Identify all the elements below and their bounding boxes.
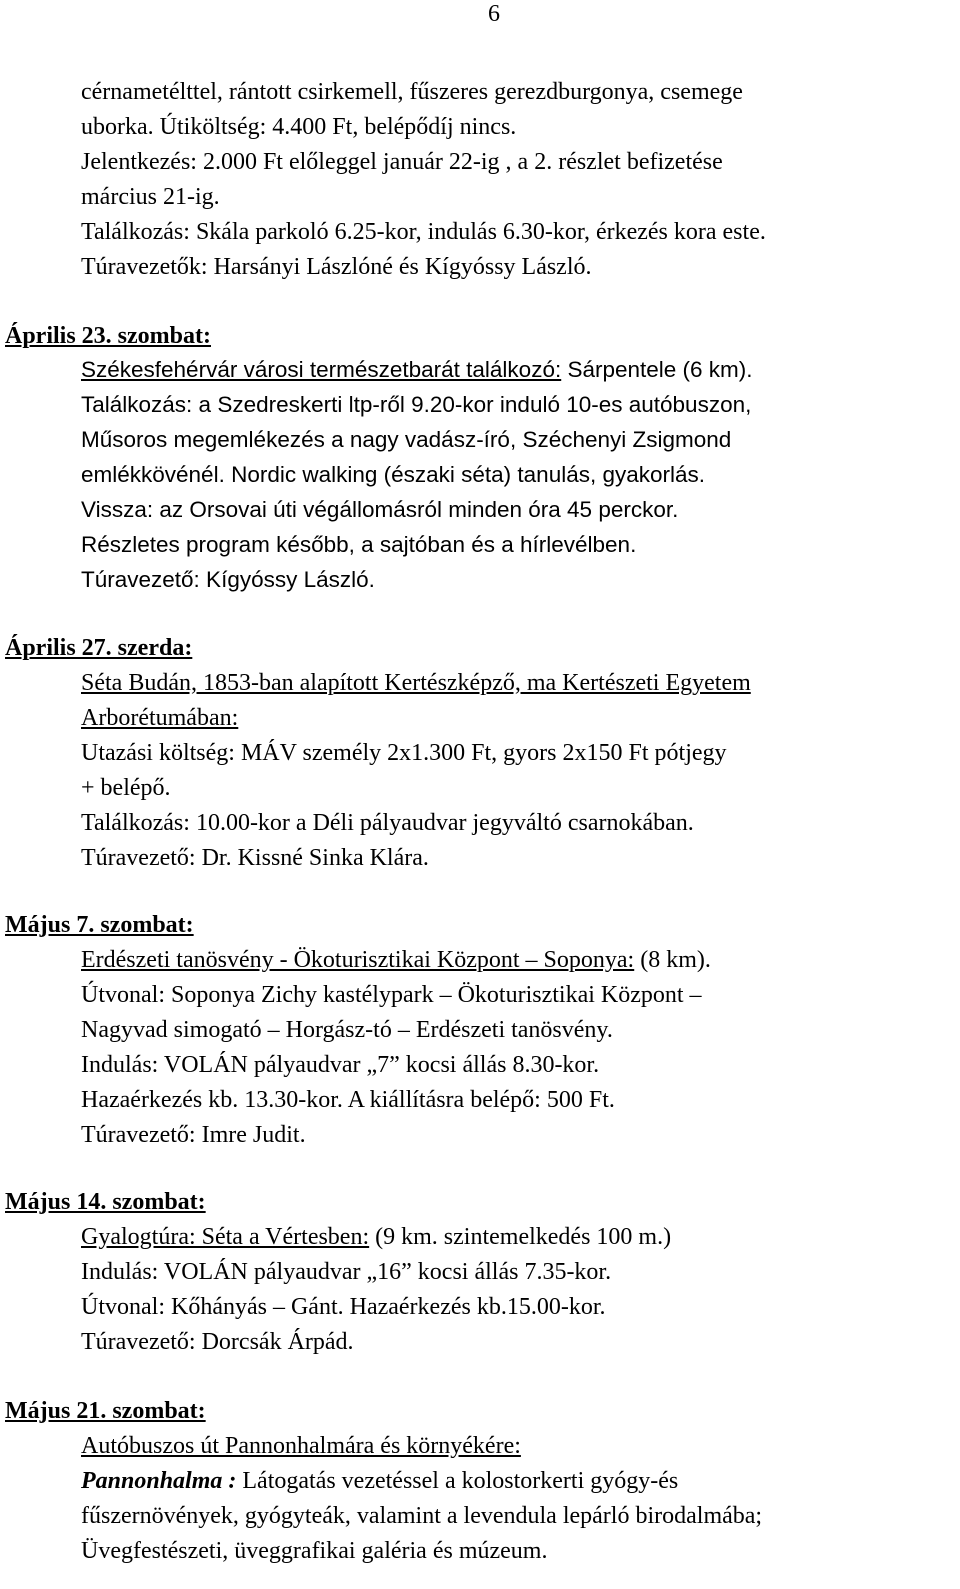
event-emphasis: Pannonhalma : — [81, 1468, 237, 1494]
event-line: Nagyvad simogató – Horgász-tó – Erdészeti tanösvény. — [81, 1017, 613, 1043]
event-heading: Május 7. szombat: — [5, 912, 194, 938]
event-line: Túravezető: Imre Judit. — [81, 1122, 306, 1148]
event-line: Üvegfestészeti, üveggrafikai galéria és múzeum. — [81, 1538, 548, 1564]
event-line: fűszernövények, gyógyteák, valamint a levendula lepárló birodalmába; — [81, 1503, 763, 1529]
event-line: Túravezető: Dr. Kissné Sinka Klára. — [81, 845, 429, 871]
event-title-rest: (8 km). — [634, 947, 711, 973]
event-line: Műsoros megemlékezés a nagy vadász-író, Széchenyi Zsigmond — [81, 427, 732, 452]
intro-line: Túravezetők: Harsányi Lászlóné és Kígyóssy László. — [81, 254, 592, 280]
intro-line: Jelentkezés: 2.000 Ft előleggel január 22-ig , a 2. részlet befizetése — [81, 149, 723, 175]
event-title: Séta Budán, 1853-ban alapított Kertészképző, ma Kertészeti Egyetem — [81, 670, 751, 696]
event-line: Indulás: VOLÁN pályaudvar „16” kocsi állás 7.35-kor. — [81, 1259, 612, 1285]
event-emphasis-rest: Látogatás vezetéssel a kolostorkerti gyógy-és — [236, 1468, 679, 1494]
event-title-underlined: Erdészeti tanösvény - Ökoturisztikai Központ – Soponya: — [81, 947, 635, 973]
intro-line: Találkozás: Skála parkoló 6.25-kor, indulás 6.30-kor, érkezés kora este. — [81, 219, 766, 245]
intro-line: március 21-ig. — [81, 184, 220, 210]
event-line: Indulás: VOLÁN pályaudvar „7” kocsi állás 8.30-kor. — [81, 1052, 600, 1078]
event-line: Vissza: az Orsovai úti végállomásról minden óra 45 perckor. — [81, 497, 679, 522]
event-heading: Május 14. szombat: — [5, 1189, 206, 1215]
event-line: Útvonal: Soponya Zichy kastélypark – Ökoturisztikai Központ – — [81, 982, 702, 1008]
event-line — [81, 1466, 678, 1496]
event-line: Részletes program később, a sajtóban és a hírlevélben. — [81, 532, 637, 557]
event-title: Arborétumában: — [81, 705, 239, 731]
event-title-underlined: Gyalogtúra: Séta a Vértesben: — [81, 1224, 370, 1250]
event-title-underlined: Autóbuszos út Pannonhalmára és környékére: — [81, 1433, 521, 1459]
event-line: Találkozás: a Szedreskerti ltp-ről 9.20-kor induló 10-es autóbuszon, — [81, 392, 752, 417]
event-title — [81, 355, 753, 385]
event-title-rest: Sárpentele (6 km). — [561, 357, 753, 382]
intro-line: uborka. Útiköltség: 4.400 Ft, belépődíj nincs. — [81, 114, 517, 140]
intro-line: cérnametélttel, rántott csirkemell, fűszeres gerezdburgonya, csemege — [81, 79, 743, 105]
event-line: Hazaérkezés kb. 13.30-kor. A kiállításra belépő: 500 Ft. — [81, 1087, 615, 1113]
event-line: Utazási költség: MÁV személy 2x1.300 Ft, gyors 2x150 Ft pótjegy — [81, 740, 727, 766]
event-line: Túravezető: Dorcsák Árpád. — [81, 1329, 354, 1355]
event-line: Találkozás: 10.00-kor a Déli pályaudvar jegyváltó csarnokában. — [81, 810, 694, 836]
page-number: 6 — [488, 1, 500, 27]
event-title-underlined: Székesfehérvár városi természetbarát találkozó: — [81, 357, 562, 382]
event-line: + belépő. — [81, 775, 171, 801]
event-line: Túravezető: Kígyóssy László. — [81, 567, 375, 592]
event-title — [81, 1431, 521, 1461]
event-line: Útvonal: Kőhányás – Gánt. Hazaérkezés kb.15.00-kor. — [81, 1294, 606, 1320]
event-line: emlékkövénél. Nordic walking (északi séta) tanulás, gyakorlás. — [81, 462, 706, 487]
event-heading: Április 27. szerda: — [5, 635, 193, 661]
event-title — [81, 945, 711, 975]
event-heading: Április 23. szombat: — [5, 323, 211, 349]
event-title — [81, 1222, 671, 1252]
event-heading: Május 21. szombat: — [5, 1398, 206, 1424]
event-title-rest: (9 km. szintemelkedés 100 m.) — [369, 1224, 672, 1250]
